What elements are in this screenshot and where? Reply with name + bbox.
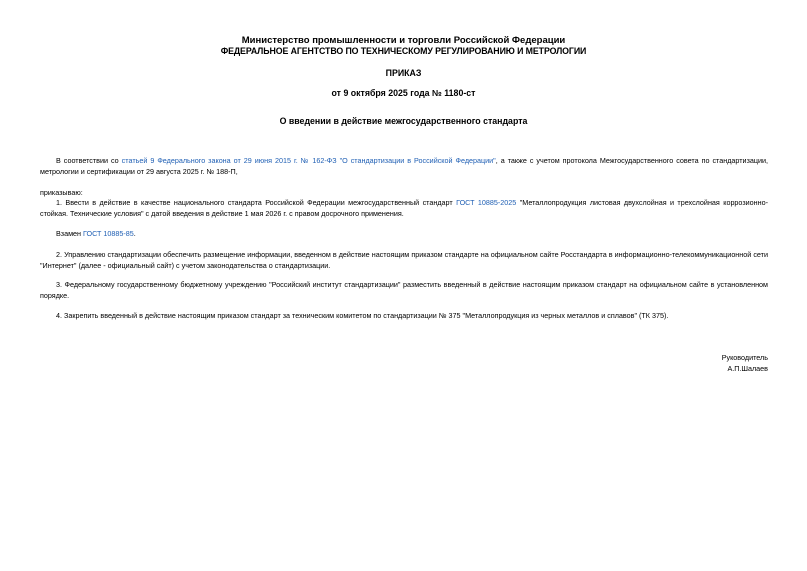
item-1-paragraph — [40, 197, 768, 219]
replacement-paragraph — [40, 228, 768, 239]
federal-law-article-link[interactable]: статьей 9 Федерального закона от 29 июня 2015 г. № 162-ФЗ — [121, 156, 337, 165]
item-1-suffix: "Металлопродукция листовая двухслойная и трехслойная коррозионно-стойкая. Технические условия" с датой введения в действие 1 мая 2026 г. с правом досрочного применения. — [40, 198, 768, 218]
item-4-paragraph: 4. Закрепить введенный в действие настоящим приказом стандарт за техническим комитетом по стандартизации № 375 "Металлопродукция из черных металлов и сплавов" (ТК 375). — [56, 311, 669, 320]
item-3-paragraph: 3. Федеральному государственному бюджетному учреждению "Российский институт стандартизации" разместить введенный в действие настоящим приказом стандарт на официальном сайте в установленном порядке. — [40, 280, 768, 300]
gost-10885-85-link[interactable]: ГОСТ 10885-85 — [83, 229, 134, 238]
preamble-paragraph — [40, 155, 768, 177]
order-title: ПРИКАЗ — [385, 68, 422, 78]
preamble-prefix: В соответствии со — [56, 156, 122, 165]
replacement-prefix: Взамен — [56, 229, 83, 238]
item-1-prefix: 1. Ввести в действие в качестве национального стандарта Российской Федерации межгосударственный стандарт — [56, 198, 457, 207]
signature-name: А.П.Шалаев — [727, 364, 768, 373]
replacement-suffix: . — [133, 229, 136, 238]
order-date: от 9 октября 2025 года № 1180-ст — [331, 88, 476, 98]
agency-name: ФЕДЕРАЛЬНОЕ АГЕНТСТВО ПО ТЕХНИЧЕСКОМУ РЕГУЛИРОВАНИЮ И МЕТРОЛОГИИ — [220, 46, 587, 56]
ministry-name: Министерство промышленности и торговли Российской Федерации — [241, 35, 566, 46]
order-subject: О введении в действие межгосударственного стандарта — [279, 116, 528, 126]
item-2-paragraph: 2. Управлению стандартизации обеспечить размещение информации, введенном в действие настоящим приказом стандарте на официальном сайте Росстандарта в информационно-телекоммуникационной сети "Интернет" (далее - официальный сайт) с учетом законодательства о стандартизации. — [40, 250, 768, 270]
signature-title: Руководитель — [721, 353, 768, 362]
order-verb: приказываю: — [40, 188, 83, 197]
federal-law-title-link[interactable]: "О стандартизации в Российской Федерации" — [339, 156, 496, 165]
preamble-suffix: , а также с учетом протокола Межгосударственного совета по стандартизации, метрологии и сертификации от 29 августа 2025 г. № 188-П, — [40, 156, 768, 176]
gost-10885-2025-link[interactable]: ГОСТ 10885-2025 — [456, 198, 517, 207]
